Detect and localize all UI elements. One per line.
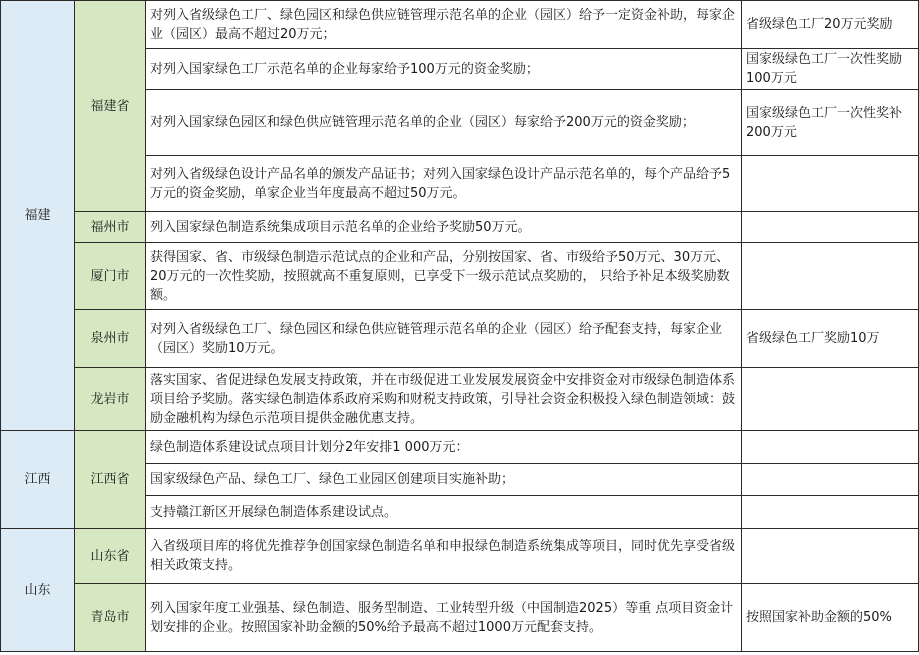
policy-cell: 国家级绿色产品、绿色工厂、绿色工业园区创建项目实施补助； [146,464,742,496]
city-cell-xiamen: 厦门市 [75,243,146,310]
table-row [1,431,919,464]
table-row [1,310,919,368]
table-row [1,584,919,652]
policy-cell: 列入国家年度工业强基、绿色制造、服务型制造、工业转型升级（中国制造2025）等重 点项目资金计划安排的企业。按照国家补助金额的50%给予最高不超过1000万元配套支持。 [146,584,742,652]
table-row [1,243,919,310]
policy-cell: 支持赣江新区开展绿色制造体系建设试点。 [146,496,742,529]
note-cell: 按照国家补助金额的50% [742,584,919,652]
policy-cell: 落实国家、省促进绿色发展支持政策，并在市级促进工业发展发展资金中安排资金对市级绿色制造体系项目给予奖励。落实绿色制造体系政府采购和财税支持政策，引导社会资金积极投入绿色制造领域：鼓励金融机构为绿色示范项目提供金融优惠支持。 [146,368,742,431]
province-cell-shandong: 山东 [1,529,75,652]
policy-cell: 对列入省级绿色设计产品名单的颁发产品证书；对列入国家绿色设计产品示范名单的，每个产品给予5万元的资金奖励，单家企业当年度最高不超过50万元。 [146,156,742,212]
province-cell-jiangxi: 江西 [1,431,75,529]
policy-cell: 对列入省级绿色工厂、绿色园区和绿色供应链管理示范名单的企业（园区）给予一定资金补助，每家企业（园区）最高不超过20万元； [146,1,742,49]
policy-cell: 对列入国家绿色工厂示范名单的企业每家给予100万元的资金奖励； [146,49,742,90]
table-row [1,529,919,584]
policy-cell: 对列入国家绿色园区和绿色供应链管理示范名单的企业（园区）每家给予200万元的资金奖励； [146,90,742,156]
note-cell [742,431,919,464]
note-cell [742,464,919,496]
note-cell: 国家级绿色工厂一次性奖励100万元 [742,49,919,90]
note-cell [742,243,919,310]
city-cell-jiangxi-province: 江西省 [75,431,146,529]
city-cell-fuzhou: 福州市 [75,212,146,243]
city-cell-shandong-province: 山东省 [75,529,146,584]
note-cell [742,212,919,243]
note-cell: 省级绿色工厂奖励10万 [742,310,919,368]
table-row [1,368,919,431]
note-cell [742,368,919,431]
policy-cell: 对列入省级绿色工厂、绿色园区和绿色供应链管理示范名单的企业（园区）给予配套支持，每家企业（园区）奖励10万元。 [146,310,742,368]
table-row [1,1,919,49]
policy-cell: 入省级项目库的将优先推荐争创国家绿色制造名单和申报绿色制造系统集成等项目，同时优先享受省级相关政策支持。 [146,529,742,584]
note-cell [742,156,919,212]
city-cell-qingdao: 青岛市 [75,584,146,652]
city-cell-longyan: 龙岩市 [75,368,146,431]
note-cell: 国家级绿色工厂一次性奖补200万元 [742,90,919,156]
table-row [1,212,919,243]
city-cell-quanzhou: 泉州市 [75,310,146,368]
note-cell [742,496,919,529]
policy-cell: 列入国家绿色制造系统集成项目示范名单的企业给予奖励50万元。 [146,212,742,243]
province-cell-fujian: 福建 [1,1,75,431]
note-cell [742,529,919,584]
note-cell: 省级绿色工厂20万元奖励 [742,1,919,49]
policy-cell: 绿色制造体系建设试点项目计划分2年安排1 000万元： [146,431,742,464]
policy-cell: 获得国家、省、市级绿色制造示范试点的企业和产品，分别按国家、省、市级给予50万元、30万元、20万元的一次性奖励，按照就高不重复原则，已享受下一级示范试点奖励的， 只给予补足本级奖励数额。 [146,243,742,310]
city-cell-fujian-province: 福建省 [75,1,146,212]
